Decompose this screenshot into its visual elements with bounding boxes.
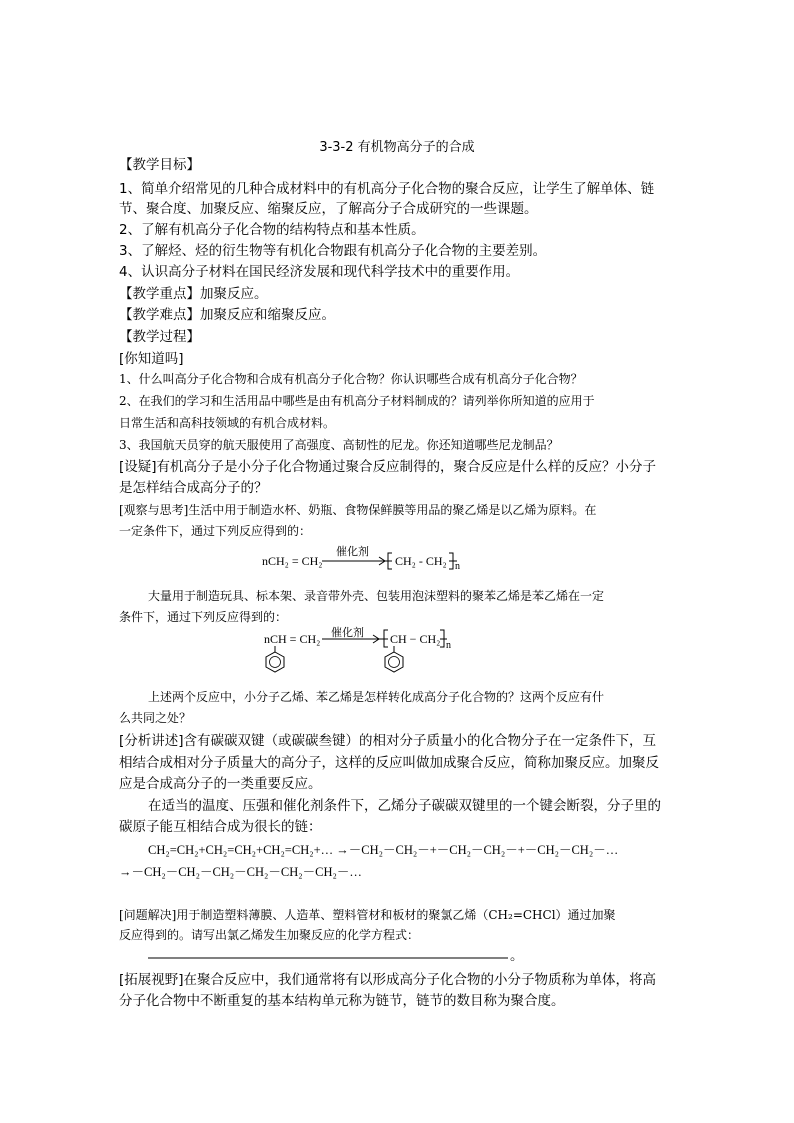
analysis-line-1: [分析讲述]含有碳碳双键（或碳碳叁键）的相对分子质量小的化合物分子在一定条件下，互 xyxy=(119,733,657,749)
chain-equation-1: CH₂=CH₂+CH₂=CH₂+CH₂=CH₂+… →－CH₂－CH₂－+－CH₂－CH₂－+－CH₂－CH₂－… xyxy=(148,843,619,857)
condition-line-1: 在适当的温度、压强和催化剂条件下，乙烯分子碳碳双键里的一个键会断裂，分子里的 xyxy=(148,798,661,814)
pe-reactant: nCH₂ = CH₂ xyxy=(262,554,323,568)
pe-catalyst: 催化剂 xyxy=(336,546,369,558)
page-title: 3-3-2 有机物高分子的合成 xyxy=(319,140,475,155)
difficulty: 【教学难点】加聚反应和缩聚反应。 xyxy=(119,307,335,323)
analysis-line-2: 相结合成相对分子质量大的高分子，这样的反应叫做加成聚合反应，简称加聚反应。加聚反 xyxy=(119,755,659,771)
question-1: 1、什么叫高分子化合物和合成有机高分子化合物？你认识哪些合成有机高分子化合物？ xyxy=(119,372,583,386)
key-point: 【教学重点】加聚反应。 xyxy=(119,286,268,302)
analysis-line-3: 应是合成高分子的一类重要反应。 xyxy=(119,776,322,792)
condition-line-2: 碳原子能互相结合成为很长的链： xyxy=(119,819,322,835)
know-heading: [你知道吗] xyxy=(119,351,184,367)
answer-blank-period: 。 xyxy=(510,948,524,964)
compare-line-2: 么共同之处？ xyxy=(119,711,192,725)
ask-line-1: [设疑]有机高分子是小分子化合物通过聚合反应制得的，聚合反应是什么样的反应？小分子 xyxy=(119,459,657,475)
observe-line-2: 一定条件下，通过下列反应得到的： xyxy=(119,524,312,538)
objective-4: 4、认识高分子材料在国民经济发展和现代科学技术中的重要作用。 xyxy=(119,264,520,280)
solve-line-1: [问题解决]用于制造塑料薄膜、人造革、塑料管材和板材的聚氯乙烯（CH₂=CHCl）通过加聚 xyxy=(119,908,616,922)
question-3: 3、我国航天员穿的航天服使用了高强度、高韧性的尼龙。你还知道哪些尼龙制品？ xyxy=(119,438,559,452)
process-heading: 【教学过程】 xyxy=(119,329,200,345)
ps-n: n xyxy=(446,640,451,651)
observe-line-1: [观察与思考]生活中用于制造水杯、奶瓶、食物保鲜膜等用品的聚乙烯是以乙烯为原料。在 xyxy=(119,503,597,517)
extension-line-1: [拓展视野]在聚合反应中，我们通常将有以形成高分子化合物的小分子物质称为单体，将高 xyxy=(119,972,657,988)
compare-line-1: 上述两个反应中，小分子乙烯、苯乙烯是怎样转化成高分子化合物的？这两个反应有什 xyxy=(148,690,605,704)
ask-line-2: 是怎样结合成高分子的？ xyxy=(119,480,268,496)
objectives-heading: 【教学目标】 xyxy=(119,157,200,173)
question-2-line-1: 2、在我们的学习和生活用品中哪些是由有机高分子材料制成的？请列举你所知道的应用于 xyxy=(119,394,595,408)
objective-1-line-2: 节、聚合度、加聚反应、缩聚反应，了解高分子合成研究的一些课题。 xyxy=(119,201,538,217)
ps-reactant: nCH = CH₂ xyxy=(264,632,321,646)
extension-line-2: 分子化合物中不断重复的基本结构单元称为链节，链节的数目称为聚合度。 xyxy=(119,993,565,1009)
ps-line-2: 条件下，通过下列反应得到的： xyxy=(119,610,288,624)
ps-catalyst: 催化剂 xyxy=(331,627,364,639)
objective-1-line-1: 1、简单介绍常见的几种合成材料中的有机高分子化合物的聚合反应，让学生了解单体、链 xyxy=(119,181,655,197)
question-2-line-2: 日常生活和高科技领域的有机合成材料。 xyxy=(119,416,336,430)
ps-product: CH − CH₂ xyxy=(390,632,441,646)
ps-line-1: 大量用于制造玩具、标本架、录音带外壳、包装用泡沫塑料的聚苯乙烯是苯乙烯在一定 xyxy=(148,589,605,603)
pe-product: CH₂ - CH₂ xyxy=(395,554,447,568)
chain-equation-2: →－CH₂－CH₂－CH₂－CH₂－CH₂－CH₂－… xyxy=(119,865,362,879)
objective-3: 3、了解烃、烃的衍生物等有机化合物跟有机高分子化合物的主要差别。 xyxy=(119,243,547,259)
pe-n: n xyxy=(455,561,460,572)
solve-line-2: 反应得到的。请写出氯乙烯发生加聚反应的化学方程式： xyxy=(119,928,420,942)
objective-2: 2、了解有机高分子化合物的结构特点和基本性质。 xyxy=(119,222,425,238)
